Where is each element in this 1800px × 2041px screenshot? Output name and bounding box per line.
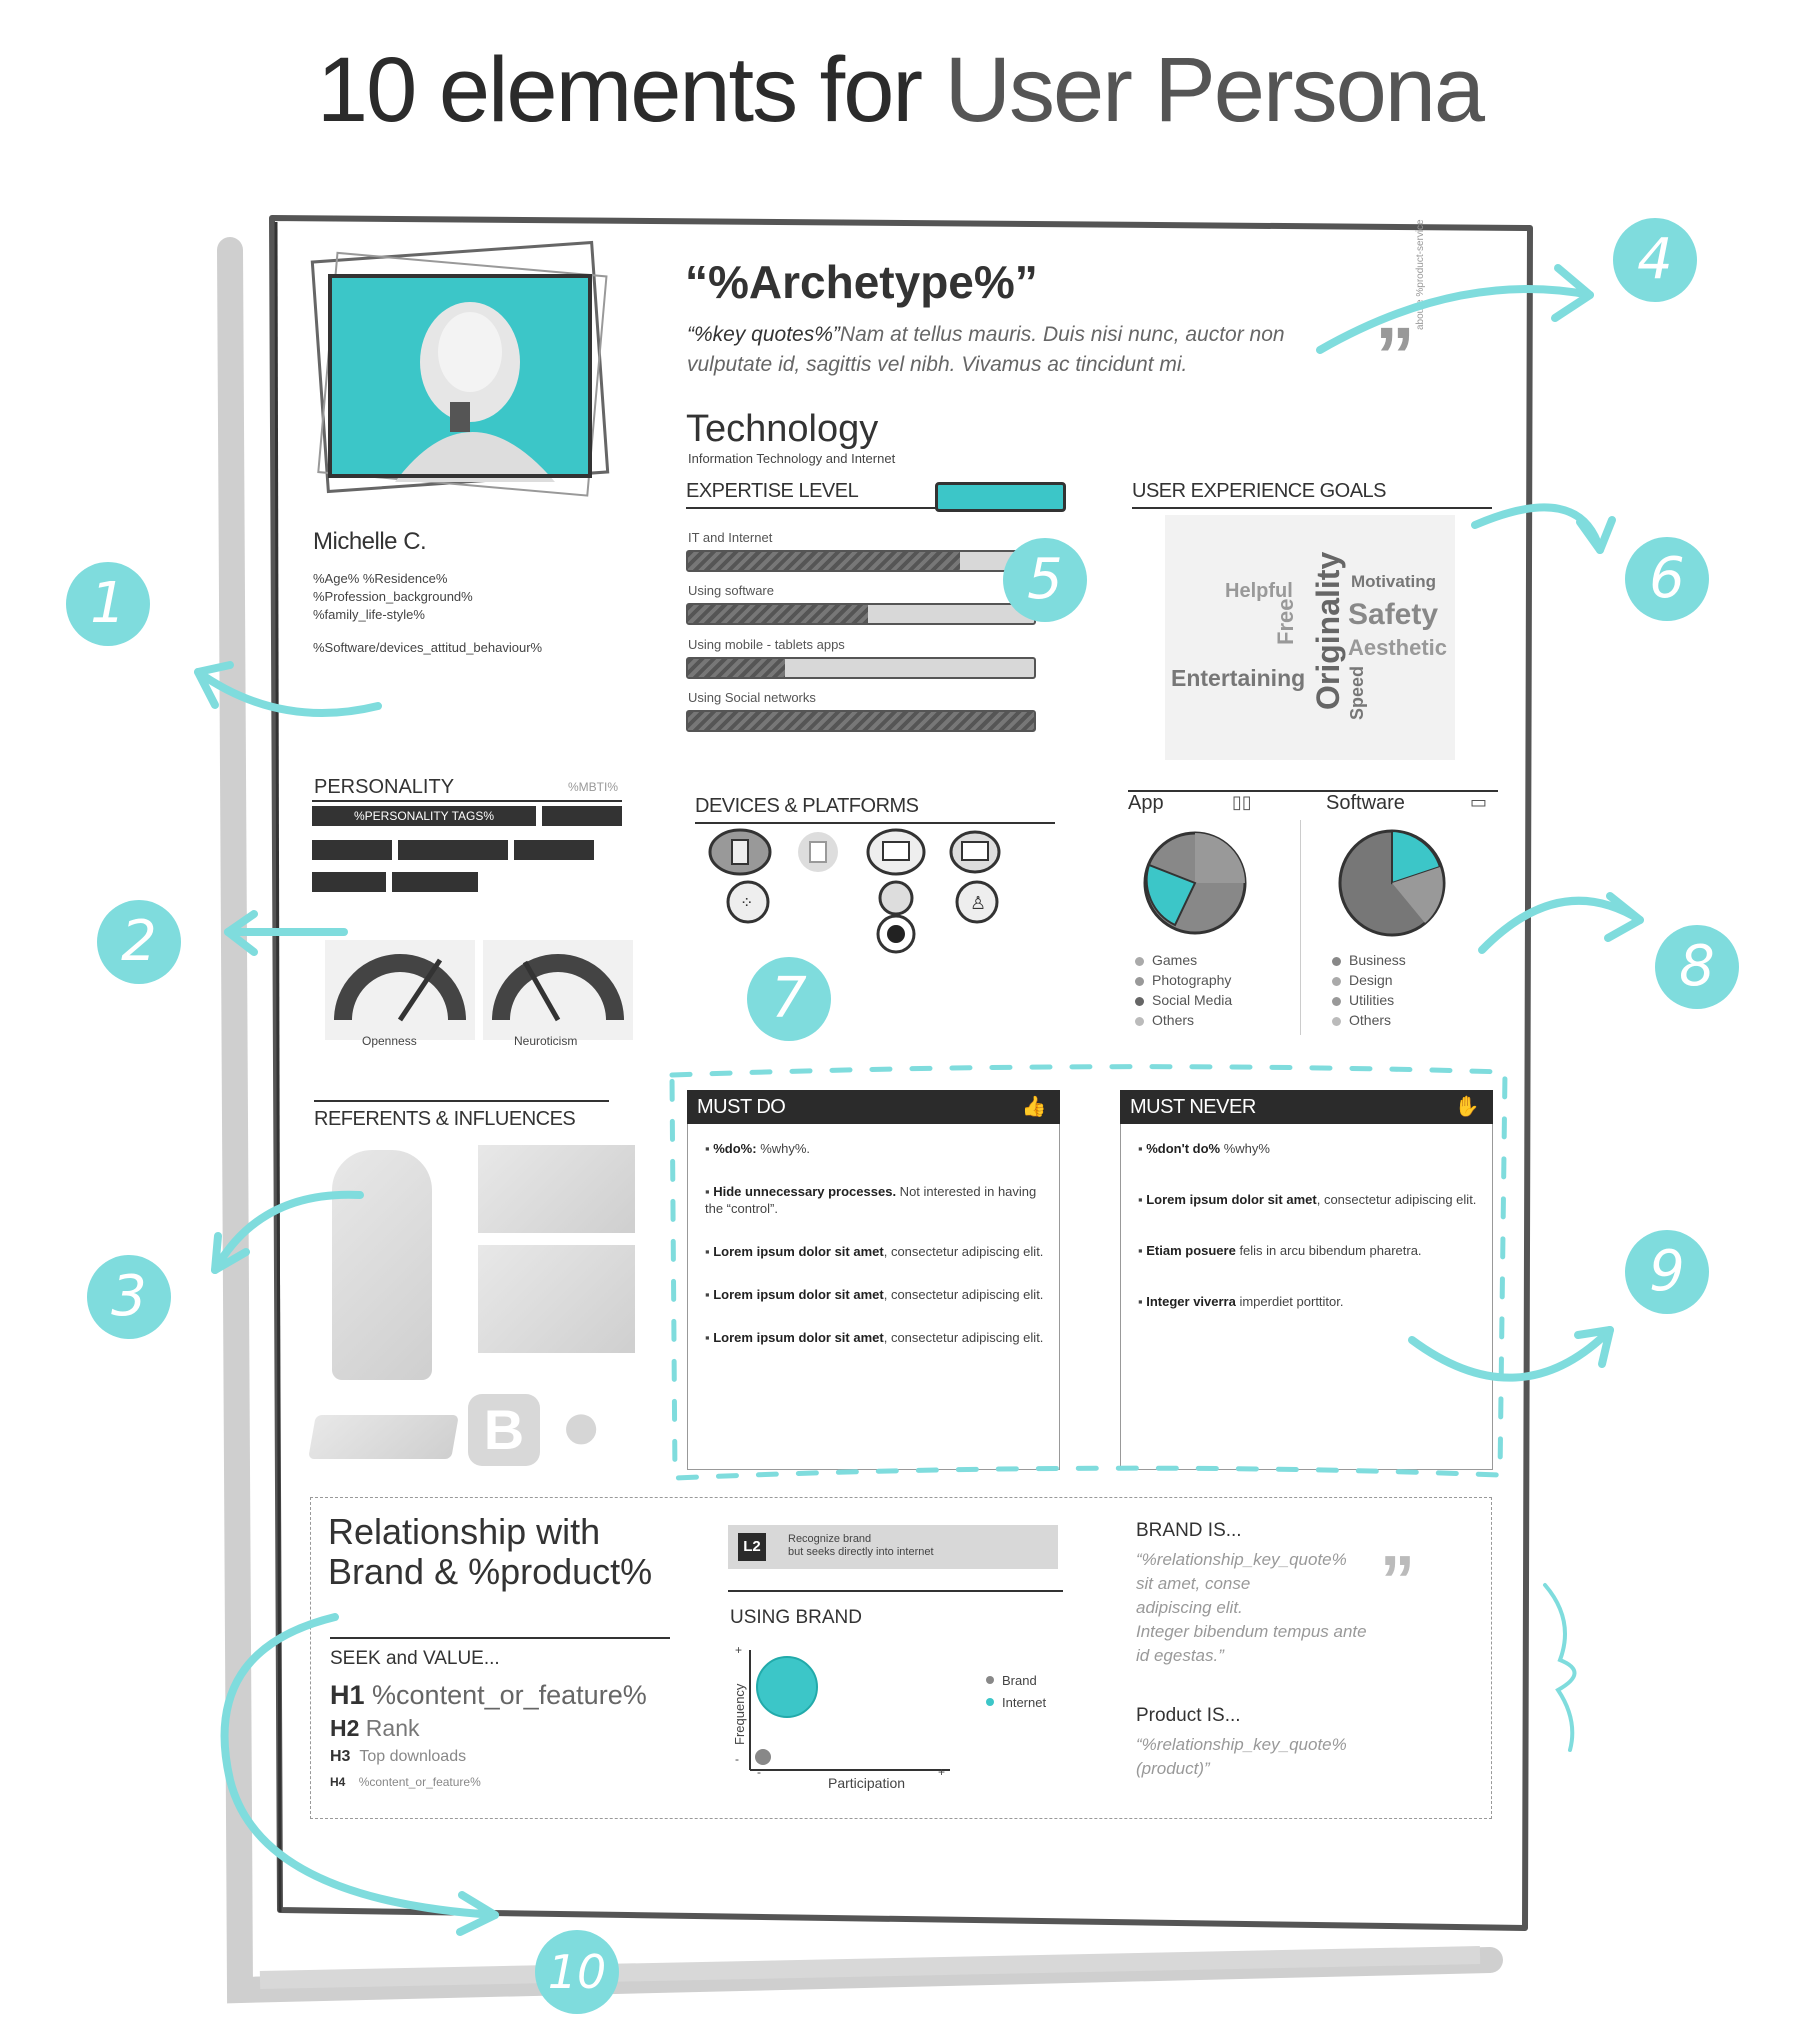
brand-is-title: BRAND IS... [1136, 1520, 1242, 1541]
h1-row: H1 %content_or_feature% [330, 1680, 647, 1710]
expertise-heading: EXPERTISE LEVEL [686, 480, 1056, 509]
mobile-devices-icon: ▯▯ [1232, 792, 1252, 812]
word-cloud-word: Free [1273, 598, 1298, 645]
badge-number: 8 [1655, 925, 1739, 1009]
seek-label: SEEK and VALUE... [330, 1648, 500, 1669]
must-do-item: ▪ Hide unnecessary processes. Not interested in having the “control”. [705, 1184, 1037, 1216]
h2-row: H2 Rank [330, 1715, 420, 1741]
legend-internet: Internet [1002, 1695, 1047, 1710]
persona-name: Michelle C. [313, 528, 427, 555]
skill-label: Using mobile - tablets apps [688, 637, 845, 652]
skill-label: Using Social networks [688, 690, 816, 705]
quote-mark-icon: ” [1375, 311, 1415, 400]
must-do-item: ▪ Lorem ipsum dolor sit amet, consectetur adipiscing elit. [705, 1244, 1044, 1259]
must-do-title: MUST DO [697, 1096, 786, 1118]
must-never-item: ▪ Integer viverra imperdiet porttitor. [1138, 1294, 1344, 1309]
word-cloud-word: Entertaining [1171, 665, 1306, 691]
using-brand-title: USING BRAND [730, 1607, 862, 1628]
hand-stop-icon: ✋ [1454, 1096, 1479, 1118]
legend-item: Games [1135, 952, 1232, 972]
badge-number: 3 [87, 1255, 171, 1339]
h3-row: H3 Top downloads [330, 1748, 467, 1765]
brand-is-quote: “%relationship_key_quote% sit amet, conse adipiscing elit. Integer bibendum tempus ante id egestas.” [1136, 1550, 1367, 1665]
level-tag: L2 [738, 1533, 766, 1561]
title-part-2: User Persona [944, 39, 1484, 141]
word-cloud-word: Aesthetic [1348, 635, 1448, 660]
persona-meta-line: %family_life-style% [313, 607, 425, 622]
quote-text: Nam at tellus mauris. Duis nisi nunc, auctor non [839, 323, 1285, 346]
level-text: Recognize brand but seeks directly into internet [788, 1533, 934, 1558]
technology-subtitle: Information Technology and Internet [688, 451, 896, 466]
x-axis-label: Participation [828, 1775, 906, 1791]
legend-item: Others [1135, 1012, 1232, 1032]
y-axis-label: Frequency [732, 1683, 747, 1745]
x-axis-plus: + [938, 1765, 946, 1779]
gauge-label: Neuroticism [514, 1034, 578, 1048]
blogger-icon: B [468, 1394, 540, 1466]
word-cloud-word: Speed [1347, 665, 1367, 720]
svg-text:♙: ♙ [970, 893, 987, 913]
legend-brand: Brand [1002, 1673, 1037, 1688]
badge-number: 9 [1625, 1230, 1709, 1314]
h4-row: H4 %content_or_feature% [330, 1775, 481, 1789]
legend-item: Business [1332, 952, 1406, 972]
app-title: App [1128, 792, 1164, 814]
persona-meta-line: %Age% %Residence% [313, 571, 448, 586]
relationship-title-line: Brand & %product% [328, 1551, 653, 1592]
badge-number: 6 [1625, 537, 1709, 621]
must-never-title: MUST NEVER [1130, 1096, 1256, 1118]
referents-heading: REFERENTS & INFLUENCES [314, 1100, 609, 1135]
must-never-item: ▪ %don't do% %why% [1138, 1141, 1270, 1156]
word-cloud-word: Helpful [1225, 580, 1293, 602]
legend-item: Utilities [1332, 992, 1406, 1012]
thumbs-up-icon: 👍 [1021, 1096, 1046, 1118]
must-do-item: ▪ Lorem ipsum dolor sit amet, consectetur adipiscing elit. [705, 1330, 1044, 1345]
relationship-title-line: Relationship with [328, 1511, 601, 1552]
persona-meta-line: %Profession_background% [313, 589, 473, 604]
software-title: Software [1326, 792, 1405, 814]
quote-mark-icon: ” [1380, 1541, 1415, 1619]
must-do-item: ▪ Lorem ipsum dolor sit amet, consectetur adipiscing elit. [705, 1287, 1044, 1302]
product-is-title: Product IS... [1136, 1705, 1241, 1726]
svg-text:⁘: ⁘ [740, 895, 754, 912]
side-note: aboute %product-service [1415, 219, 1426, 330]
archetype-title: “%Archetype%” [685, 256, 1038, 308]
must-never-item: ▪ Etiam posuere felis in arcu bibendum pharetra. [1138, 1243, 1422, 1258]
ux-goals-heading: USER EXPERIENCE GOALS [1132, 480, 1492, 509]
skill-label: IT and Internet [688, 530, 773, 545]
badge-number: 5 [1003, 538, 1087, 622]
badge-number: 1 [66, 562, 150, 646]
personality-tags-label: %PERSONALITY TAGS% [312, 806, 536, 826]
legend-item: Photography [1135, 972, 1232, 992]
product-is-quote: “%relationship_key_quote% (product)” [1136, 1735, 1347, 1778]
y-axis-plus: + [735, 1643, 743, 1657]
legend-item: Social Media [1135, 992, 1232, 1012]
badge-number: 10 [535, 1930, 619, 2014]
word-cloud-word: Motivating [1351, 572, 1436, 591]
desktop-icon: ▭ [1470, 792, 1488, 812]
word-cloud-word: Originality [1310, 551, 1346, 710]
legend-item: Others [1332, 1012, 1406, 1032]
devices-heading: DEVICES & PLATFORMS [695, 795, 1055, 824]
badge-number: 7 [747, 957, 831, 1041]
word-cloud-word: Safety [1348, 598, 1439, 631]
apple-icon: ● [560, 1386, 603, 1464]
badge-number: 4 [1613, 218, 1697, 302]
key-quote: “%key quotes%” [687, 323, 840, 346]
badge-number: 2 [97, 900, 181, 984]
title-part-1: 10 elements for [316, 39, 922, 141]
must-do-item: ▪ %do%: %why%. [705, 1141, 811, 1156]
legend-item: Design [1332, 972, 1406, 992]
y-axis-minus: - [735, 1752, 739, 1766]
skill-label: Using software [688, 583, 774, 598]
quote-text-line2: vulputate id, sagittis vel nibh. Vivamus ac tincidunt mi. [687, 353, 1188, 376]
persona-behaviour: %Software/devices_attitud_behaviour% [313, 640, 543, 655]
mbti: %MBTI% [568, 780, 619, 794]
must-never-item: ▪ Lorem ipsum dolor sit amet, consectetur adipiscing elit. [1138, 1192, 1477, 1207]
technology-title: Technology [686, 408, 879, 450]
gauge-label: Openness [362, 1034, 417, 1048]
personality-title: PERSONALITY [314, 776, 455, 798]
x-axis-minus: - [757, 1765, 761, 1779]
